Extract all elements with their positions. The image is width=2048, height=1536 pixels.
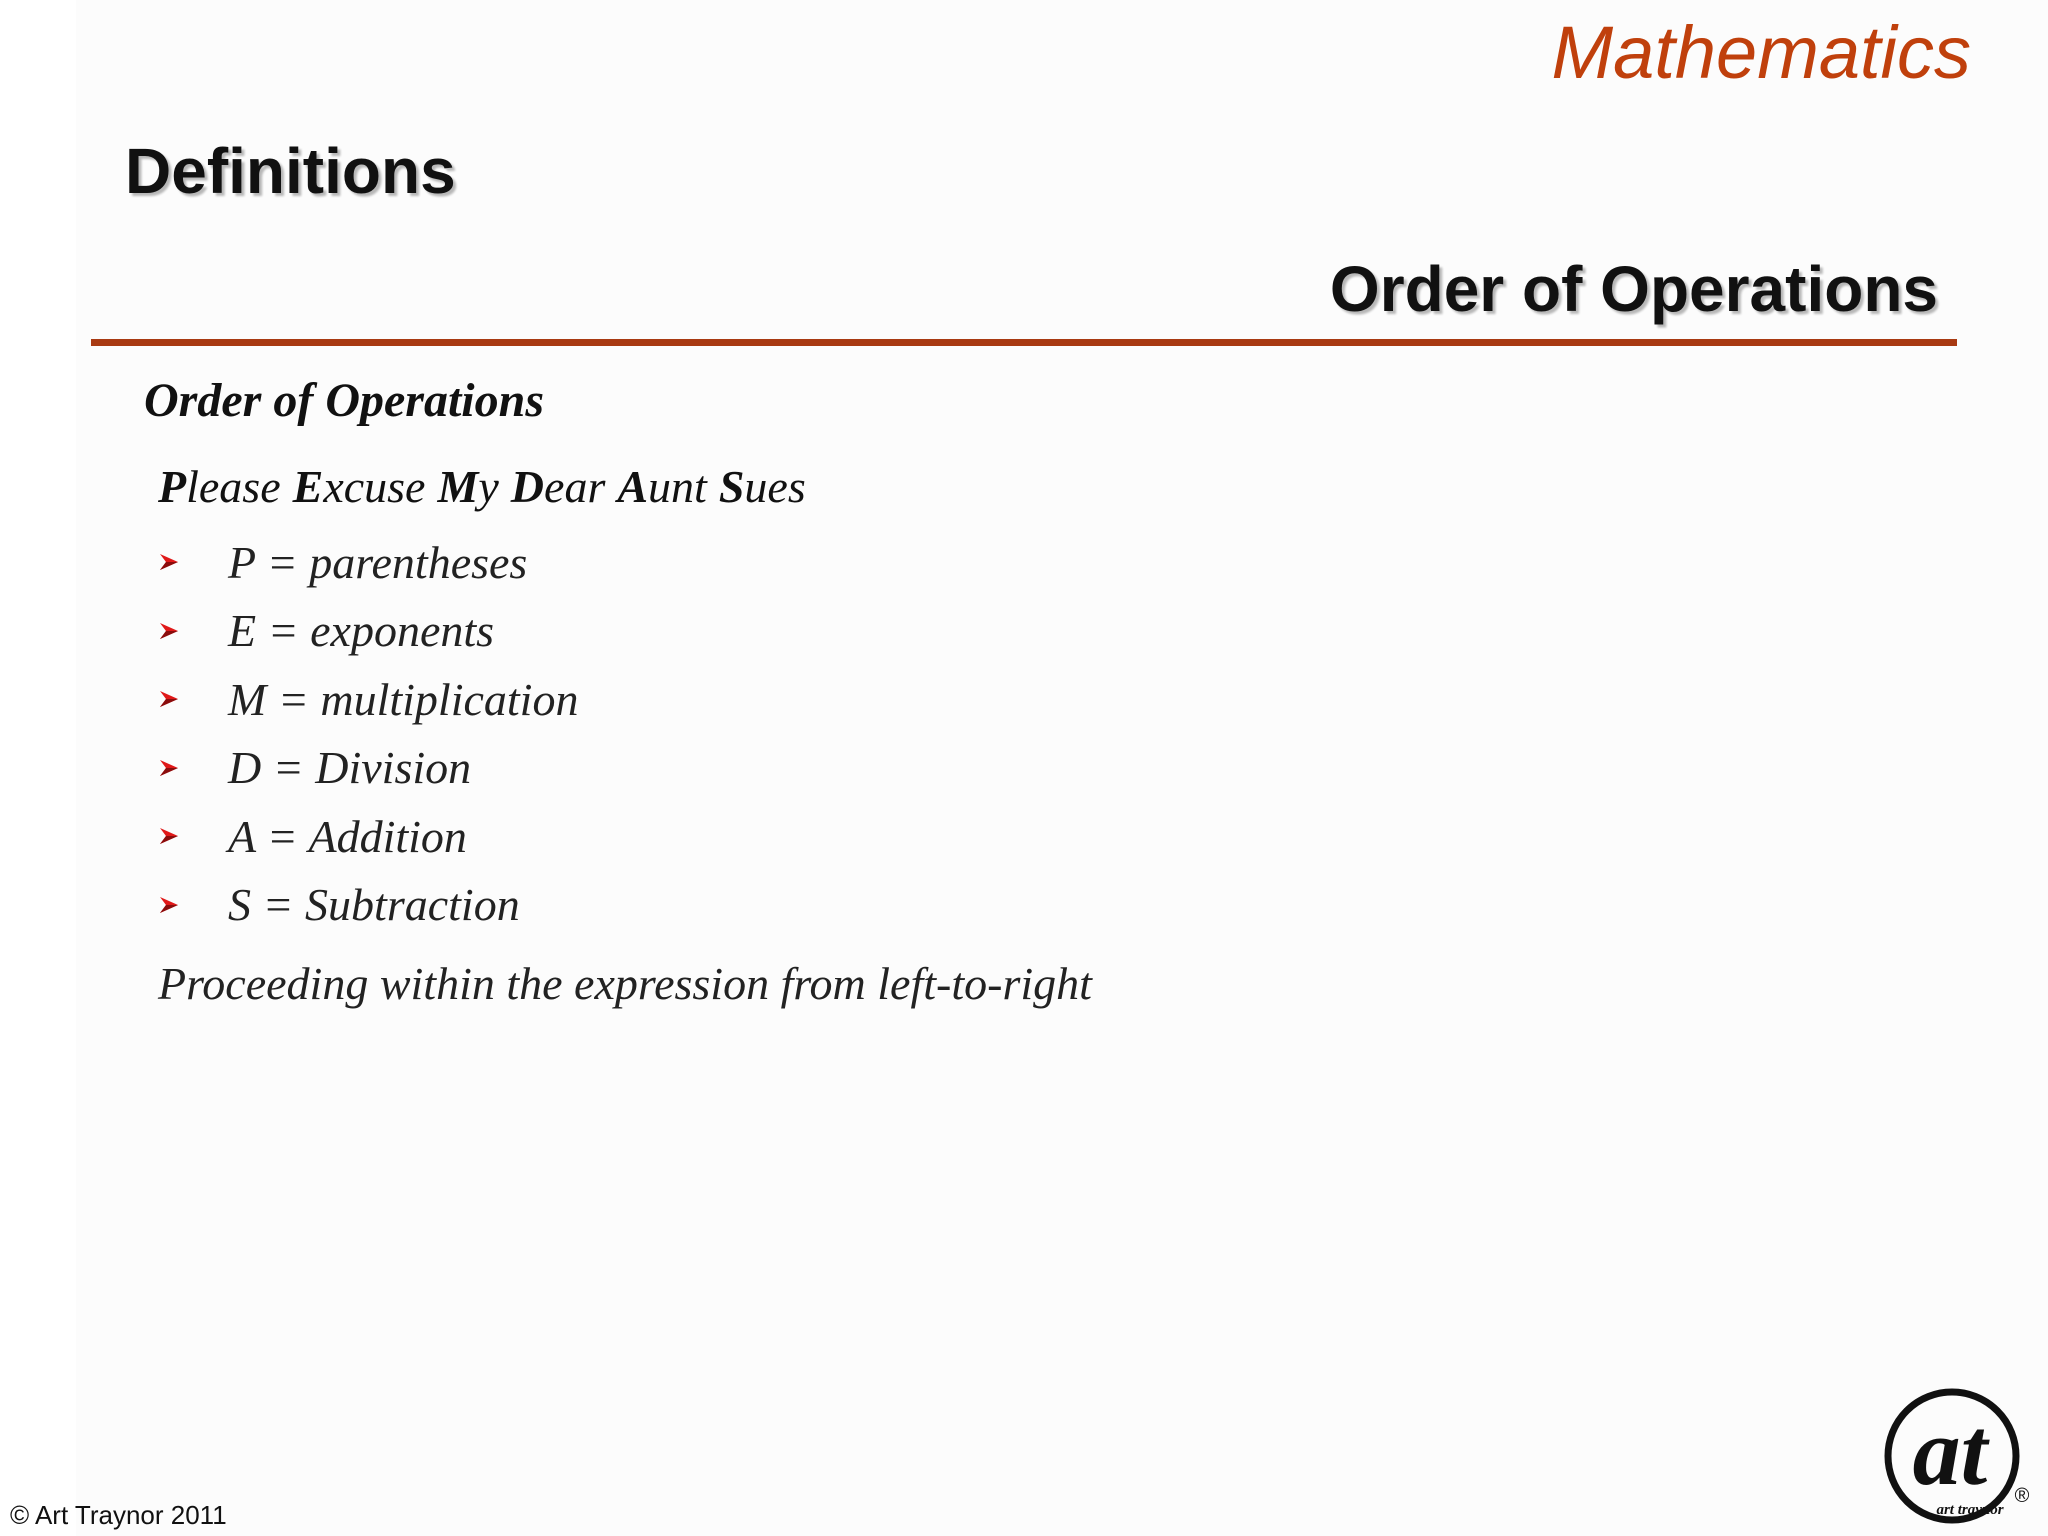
list-item-text: P = parentheses xyxy=(228,536,528,588)
list-item xyxy=(158,802,578,871)
mnemonic-initial: D xyxy=(510,461,545,512)
mnemonic-initial: P xyxy=(158,461,187,512)
list-item-text: S = Subtraction xyxy=(228,879,520,931)
mnemonic-initial: S xyxy=(718,461,745,512)
mnemonic-initial: M xyxy=(437,461,479,512)
subject-title: Mathematics xyxy=(1551,11,1971,94)
mnemonic-word-rest: ues xyxy=(744,461,806,512)
mnemonic-word-rest: lease xyxy=(186,461,281,512)
list-item xyxy=(158,871,578,940)
list-item xyxy=(158,734,578,803)
mnemonic-word-rest: xcuse xyxy=(323,461,426,512)
list-item-text: M = multiplication xyxy=(228,673,579,725)
arrow-bullet-icon xyxy=(158,620,228,642)
list-item-text: D = Division xyxy=(228,742,472,794)
arrow-bullet-icon xyxy=(158,551,228,573)
mnemonic-word-rest: unt xyxy=(648,461,707,512)
operations-list xyxy=(158,528,578,939)
list-item xyxy=(158,665,578,734)
header-divider xyxy=(91,339,1957,346)
section-title: Definitions xyxy=(125,135,456,207)
list-item-text: E = exponents xyxy=(228,605,495,657)
registered-mark: ® xyxy=(2014,1485,2030,1507)
arrow-bullet-icon xyxy=(158,825,228,847)
mnemonic-line xyxy=(158,459,806,514)
mnemonic-word-rest: ear xyxy=(544,461,606,512)
list-item xyxy=(158,597,578,666)
body-heading: Order of Operations xyxy=(144,374,545,427)
closing-note: Proceeding within the expression from left-to-right xyxy=(158,958,1092,1009)
mnemonic-initial: E xyxy=(292,461,324,512)
copyright-notice: © Art Traynor 2011 xyxy=(10,1500,227,1530)
arrow-bullet-icon xyxy=(158,894,228,916)
logo-subtext: art traynor xyxy=(1936,1502,2004,1518)
art-traynor-logo-icon xyxy=(1878,1378,2038,1528)
list-item xyxy=(158,528,578,597)
arrow-bullet-icon xyxy=(158,757,228,779)
mnemonic-initial: A xyxy=(617,461,649,512)
list-item-text: A = Addition xyxy=(228,810,467,862)
topic-title: Order of Operations xyxy=(1329,253,1938,325)
arrow-bullet-icon xyxy=(158,688,228,710)
logo-text: at xyxy=(1912,1398,1988,1505)
mnemonic-word-rest: y xyxy=(478,461,499,512)
